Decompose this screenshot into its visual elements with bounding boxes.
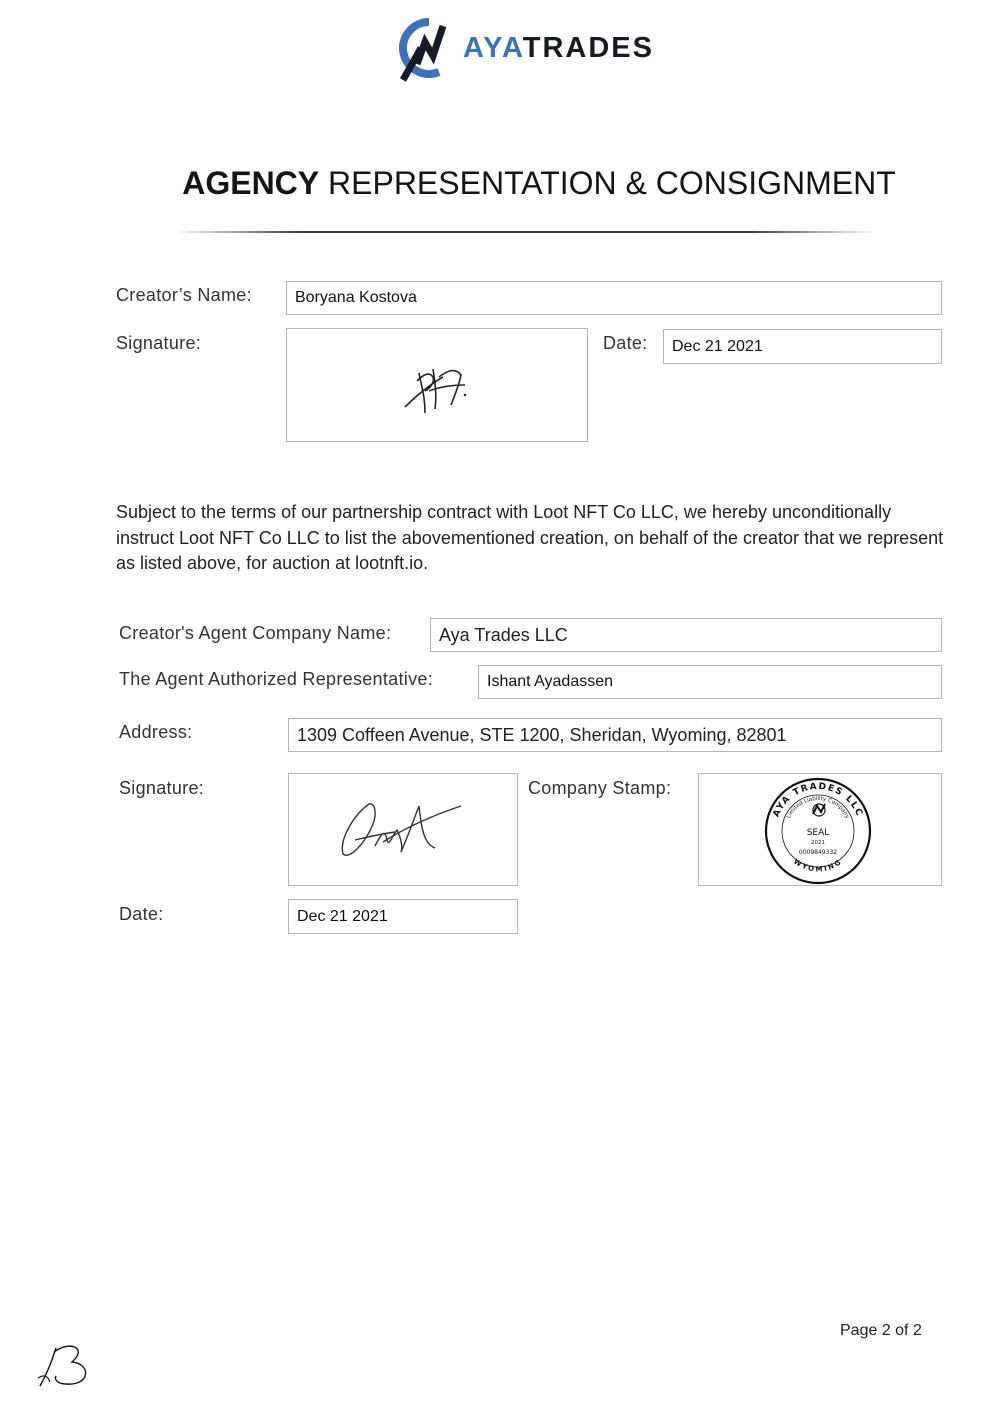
consignment-statement: Subject to the terms of our partnership contract with Loot NFT Co LLC, we hereby unconditionally instruct Loot NFT Co LLC to list the abovementioned creation, on behalf of the creator that we represent as listed above, for auction at lootnft.io. xyxy=(116,502,944,573)
seal-bottom-text: WYOMING xyxy=(792,857,844,874)
title-rest: REPRESENTATION & CONSIGNMENT xyxy=(319,165,896,201)
agent-representative-field[interactable]: Ishant Ayadassen xyxy=(478,665,942,699)
creator-name-label: Creator’s Name: xyxy=(116,285,252,305)
seal-inner-text: Limited Liability Company xyxy=(785,795,851,820)
company-seal-icon xyxy=(763,776,873,886)
creator-date-field[interactable]: Dec 21 2021 xyxy=(663,329,942,364)
document-title xyxy=(0,165,1000,202)
title-divider xyxy=(175,231,875,233)
svg-text:WYOMING xyxy=(792,857,844,873)
address-label: Address: xyxy=(119,722,193,742)
agent-date-field[interactable]: Dec 21 2021 xyxy=(288,899,518,934)
ayatrades-logo-icon xyxy=(399,18,455,82)
agent-signature-box[interactable] xyxy=(288,773,518,886)
logo-wordmark xyxy=(463,32,654,65)
creator-date-label: Date: xyxy=(603,333,648,353)
agent-signature-drawing xyxy=(335,794,465,864)
initials-signature xyxy=(36,1340,92,1392)
logo-word-aya: AYA xyxy=(463,32,523,64)
seal-year: 2021 xyxy=(811,840,825,846)
company-stamp-box xyxy=(698,773,942,886)
agent-company-field[interactable]: Aya Trades LLC xyxy=(430,618,942,652)
title-bold: AGENCY xyxy=(182,165,320,201)
company-logo xyxy=(399,18,669,84)
creator-name-field[interactable]: Boryana Kostova xyxy=(286,281,942,315)
agent-representative-label: The Agent Authorized Representative: xyxy=(119,669,433,689)
page-number: Page 2 of 2 xyxy=(840,1322,922,1339)
agent-signature-label: Signature: xyxy=(119,778,205,798)
creator-signature-drawing xyxy=(399,355,479,415)
logo-word-trades: TRADES xyxy=(522,32,654,64)
seal-top-text: AYA TRADES LLC xyxy=(771,781,865,819)
seal-center-text: SEAL xyxy=(806,828,830,838)
company-stamp-label: Company Stamp: xyxy=(528,778,672,798)
agent-company-label: Creator's Agent Company Name: xyxy=(119,623,392,643)
creator-signature-box[interactable] xyxy=(286,328,588,442)
agent-date-label: Date: xyxy=(119,904,164,924)
address-field[interactable]: 1309 Coffeen Avenue, STE 1200, Sheridan, Wyoming, 82801 xyxy=(288,718,942,752)
creator-signature-label: Signature: xyxy=(116,333,202,353)
seal-number: 0009849332 xyxy=(798,849,838,856)
